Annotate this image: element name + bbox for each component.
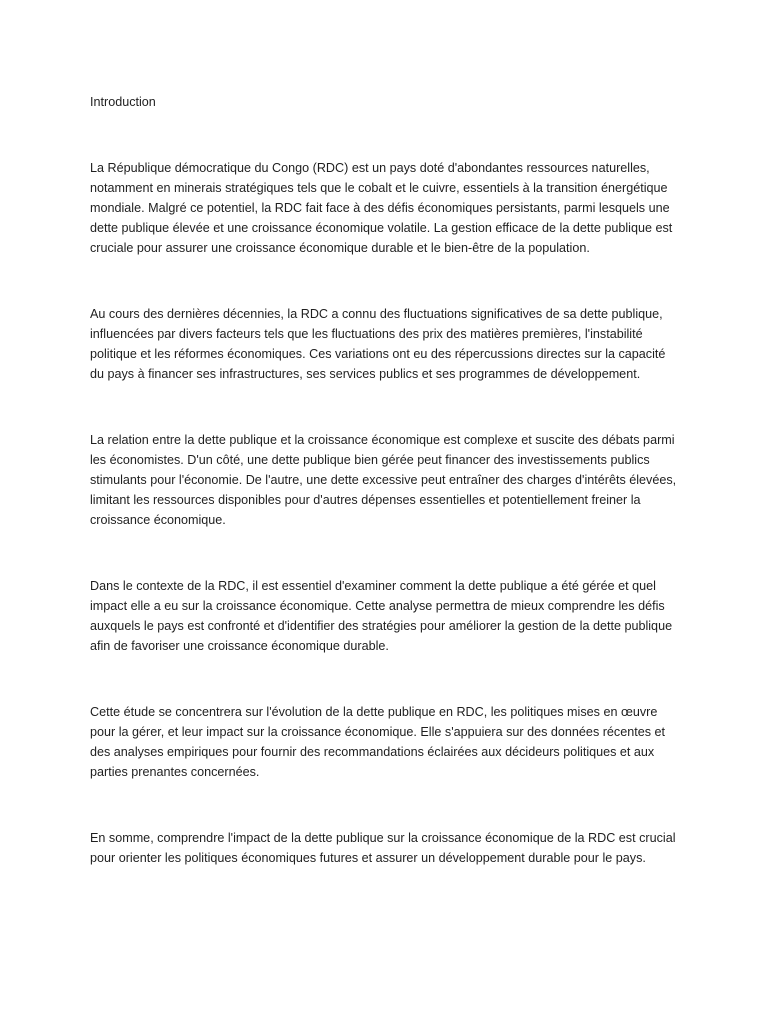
paragraph-5: Cette étude se concentrera sur l'évolution de la dette publique en RDC, les politiques mises en œuvre pour la gérer, et leur impact sur la croissance économique. Elle s'appuiera sur des données récentes et des analyses empiriques pour fournir des recommandations éclairées aux décideurs politiques et aux parties prenantes concernées.: [90, 705, 666, 779]
document-title: Introduction: [90, 95, 156, 109]
paragraph-4: Dans le contexte de la RDC, il est essentiel d'examiner comment la dette publique a été gérée et quel impact elle a eu sur la croissance économique. Cette analyse permettra de mieux comprendre les défis auxquels le pays est confronté et d'identifier des stratégies pour améliorer la gestion de la dette publique afin de favoriser une croissance économique durable.: [90, 579, 673, 653]
paragraph-2: Au cours des dernières décennies, la RDC a connu des fluctuations significatives de sa dette publique, influencées par divers facteurs tels que les fluctuations des prix des matières premières, l'instabilité politique et les réformes économiques. Ces variations ont eu des répercussions directes sur la capacité du pays à financer ses infrastructures, ses services publics et ses programmes de développement.: [90, 307, 666, 381]
paragraph-6: En somme, comprendre l'impact de la dette publique sur la croissance économique de la RDC est crucial pour orienter les politiques économiques futures et assurer un développement durable pour le pays.: [90, 831, 676, 865]
paragraph-1: La République démocratique du Congo (RDC) est un pays doté d'abondantes ressources naturelles, notamment en minerais stratégiques tels que le cobalt et le cuivre, essentiels à la transition énergétique mondiale. Malgré ce potentiel, la RDC fait face à des défis économiques persistants, parmi lesquels une dette publique élevée et une croissance économique volatile. La gestion efficace de la dette publique est cruciale pour assurer une croissance économique durable et le bien-être de la population.: [90, 161, 673, 255]
paragraph-3: La relation entre la dette publique et la croissance économique est complexe et suscite des débats parmi les économistes. D'un côté, une dette publique bien gérée peut financer des investissements publics stimulants pour l'économie. De l'autre, une dette excessive peut entraîner des charges d'intérêts élevées, limitant les ressources disponibles pour d'autres dépenses essentielles et potentiellement freiner la croissance économique.: [90, 433, 677, 527]
document-body: [90, 92, 682, 868]
